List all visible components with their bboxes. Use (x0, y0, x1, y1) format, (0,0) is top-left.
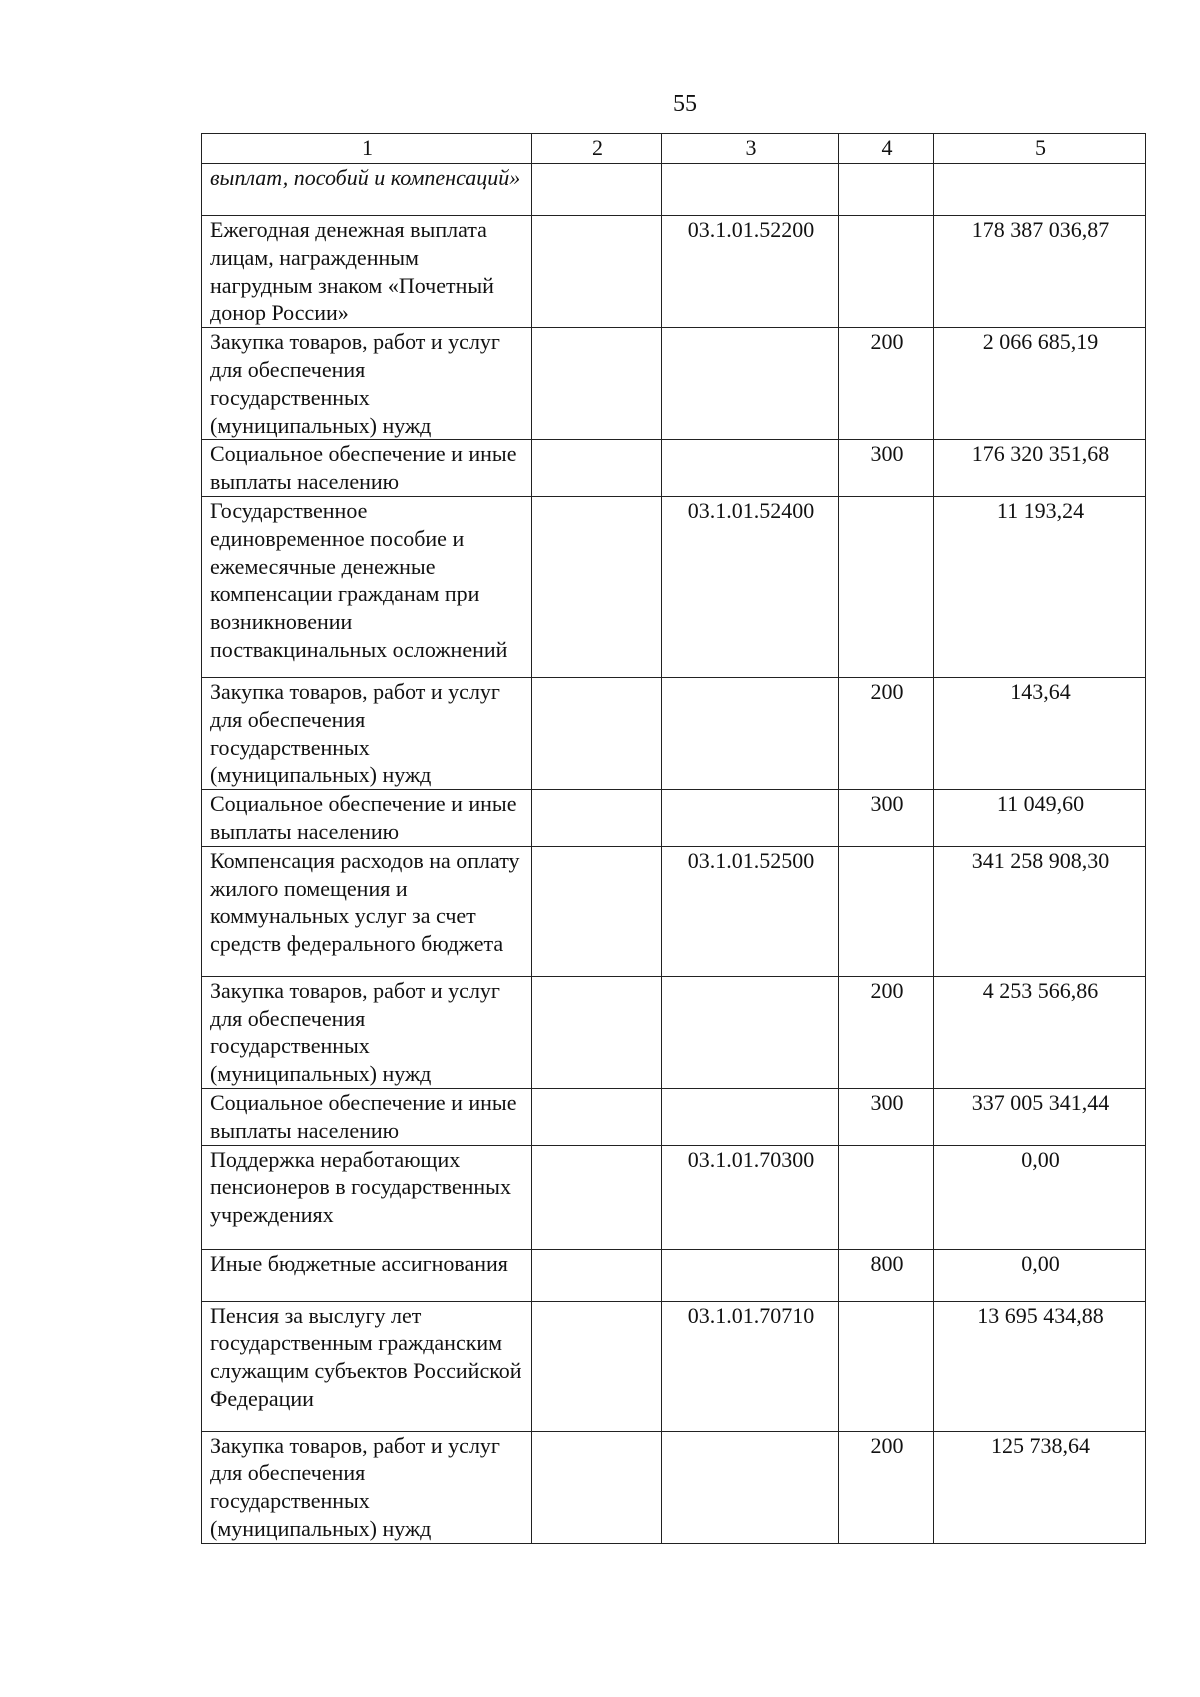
expense-type-code-cell (839, 846, 934, 976)
amount-cell: 0,00 (934, 1145, 1146, 1249)
column-2-cell (532, 328, 662, 440)
expense-type-code-cell: 200 (839, 677, 934, 789)
expense-name-cell: Закупка товаров, работ и услуг для обеспечения государственных (муниципальных) нужд (202, 677, 532, 789)
column-2-cell (532, 164, 662, 216)
expense-name-cell: Закупка товаров, работ и услуг для обеспечения государственных (муниципальных) нужд (202, 976, 532, 1088)
expense-type-code-cell (839, 1145, 934, 1249)
expense-type-code-cell: 300 (839, 790, 934, 847)
expense-type-code-cell: 800 (839, 1249, 934, 1301)
table-row (202, 1145, 1146, 1249)
column-2-cell (532, 790, 662, 847)
amount-cell: 143,64 (934, 677, 1146, 789)
column-2-cell (532, 976, 662, 1088)
column-header-4: 4 (839, 134, 934, 164)
target-article-code-cell: 03.1.01.52200 (662, 216, 839, 328)
expense-name-cell: Компенсация расходов на оплату жилого помещения и коммунальных услуг за счет средств федерального бюджета (202, 846, 532, 976)
target-article-code-cell (662, 440, 839, 497)
table-row (202, 216, 1146, 328)
expense-name-cell: Ежегодная денежная выплата лицам, награжденным нагрудным знаком «Почетный донор России» (202, 216, 532, 328)
amount-cell: 176 320 351,68 (934, 440, 1146, 497)
target-article-code-cell: 03.1.01.70710 (662, 1301, 839, 1431)
target-article-code-cell (662, 1249, 839, 1301)
table-row (202, 328, 1146, 440)
amount-cell: 13 695 434,88 (934, 1301, 1146, 1431)
expense-type-code-cell (839, 1301, 934, 1431)
column-2-cell (532, 846, 662, 976)
expense-name-cell: Государственное единовременное пособие и ежемесячные денежные компенсации гражданам при возникновении поствакцинальных осложнений (202, 496, 532, 677)
table-row (202, 846, 1146, 976)
amount-cell: 125 738,64 (934, 1431, 1146, 1543)
target-article-code-cell: 03.1.01.52400 (662, 496, 839, 677)
expense-name-cell: выплат, пособий и компенсаций» (202, 164, 532, 216)
table-row (202, 790, 1146, 847)
header-row (202, 134, 1146, 164)
expense-type-code-cell: 200 (839, 328, 934, 440)
amount-cell: 4 253 566,86 (934, 976, 1146, 1088)
column-2-cell (532, 677, 662, 789)
table-row (202, 1301, 1146, 1431)
column-header-2: 2 (532, 134, 662, 164)
budget-table (201, 133, 1146, 1544)
amount-cell: 11 193,24 (934, 496, 1146, 677)
expense-name-cell: Иные бюджетные ассигнования (202, 1249, 532, 1301)
expense-type-code-cell (839, 164, 934, 216)
column-header-3: 3 (662, 134, 839, 164)
target-article-code-cell (662, 1088, 839, 1145)
amount-cell: 2 066 685,19 (934, 328, 1146, 440)
column-header-1: 1 (202, 134, 532, 164)
amount-cell: 341 258 908,30 (934, 846, 1146, 976)
target-article-code-cell (662, 164, 839, 216)
column-2-cell (532, 1301, 662, 1431)
expense-name-cell: Социальное обеспечение и иные выплаты населению (202, 440, 532, 497)
target-article-code-cell (662, 790, 839, 847)
column-2-cell (532, 440, 662, 497)
column-2-cell (532, 1249, 662, 1301)
expense-type-code-cell (839, 496, 934, 677)
expense-name-cell: Закупка товаров, работ и услуг для обеспечения государственных (муниципальных) нужд (202, 328, 532, 440)
table-row (202, 1249, 1146, 1301)
amount-cell: 337 005 341,44 (934, 1088, 1146, 1145)
target-article-code-cell: 03.1.01.70300 (662, 1145, 839, 1249)
expense-name-cell: Социальное обеспечение и иные выплаты населению (202, 790, 532, 847)
expense-type-code-cell: 200 (839, 1431, 934, 1543)
target-article-code-cell (662, 1431, 839, 1543)
column-2-cell (532, 216, 662, 328)
amount-cell: 178 387 036,87 (934, 216, 1146, 328)
expense-name-cell: Закупка товаров, работ и услуг для обеспечения государственных (муниципальных) нужд (202, 1431, 532, 1543)
expense-name-cell: Социальное обеспечение и иные выплаты населению (202, 1088, 532, 1145)
expense-type-code-cell (839, 216, 934, 328)
target-article-code-cell (662, 328, 839, 440)
column-2-cell (532, 1145, 662, 1249)
table-row (202, 1088, 1146, 1145)
amount-cell: 0,00 (934, 1249, 1146, 1301)
column-2-cell (532, 496, 662, 677)
expense-type-code-cell: 200 (839, 976, 934, 1088)
target-article-code-cell (662, 976, 839, 1088)
column-2-cell (532, 1088, 662, 1145)
page-number: 55 (673, 91, 697, 117)
expense-type-code-cell: 300 (839, 1088, 934, 1145)
expense-type-code-cell: 300 (839, 440, 934, 497)
amount-cell: 11 049,60 (934, 790, 1146, 847)
expense-name-cell: Поддержка неработающих пенсионеров в государственных учреждениях (202, 1145, 532, 1249)
table-row (202, 496, 1146, 677)
target-article-code-cell: 03.1.01.52500 (662, 846, 839, 976)
expense-name-cell: Пенсия за выслугу лет государственным гражданским служащим субъектов Российской Федерации (202, 1301, 532, 1431)
column-header-5: 5 (934, 134, 1146, 164)
table-row (202, 164, 1146, 216)
amount-cell (934, 164, 1146, 216)
table-row (202, 976, 1146, 1088)
table-row (202, 677, 1146, 789)
column-2-cell (532, 1431, 662, 1543)
table-row (202, 440, 1146, 497)
table-row (202, 1431, 1146, 1543)
target-article-code-cell (662, 677, 839, 789)
